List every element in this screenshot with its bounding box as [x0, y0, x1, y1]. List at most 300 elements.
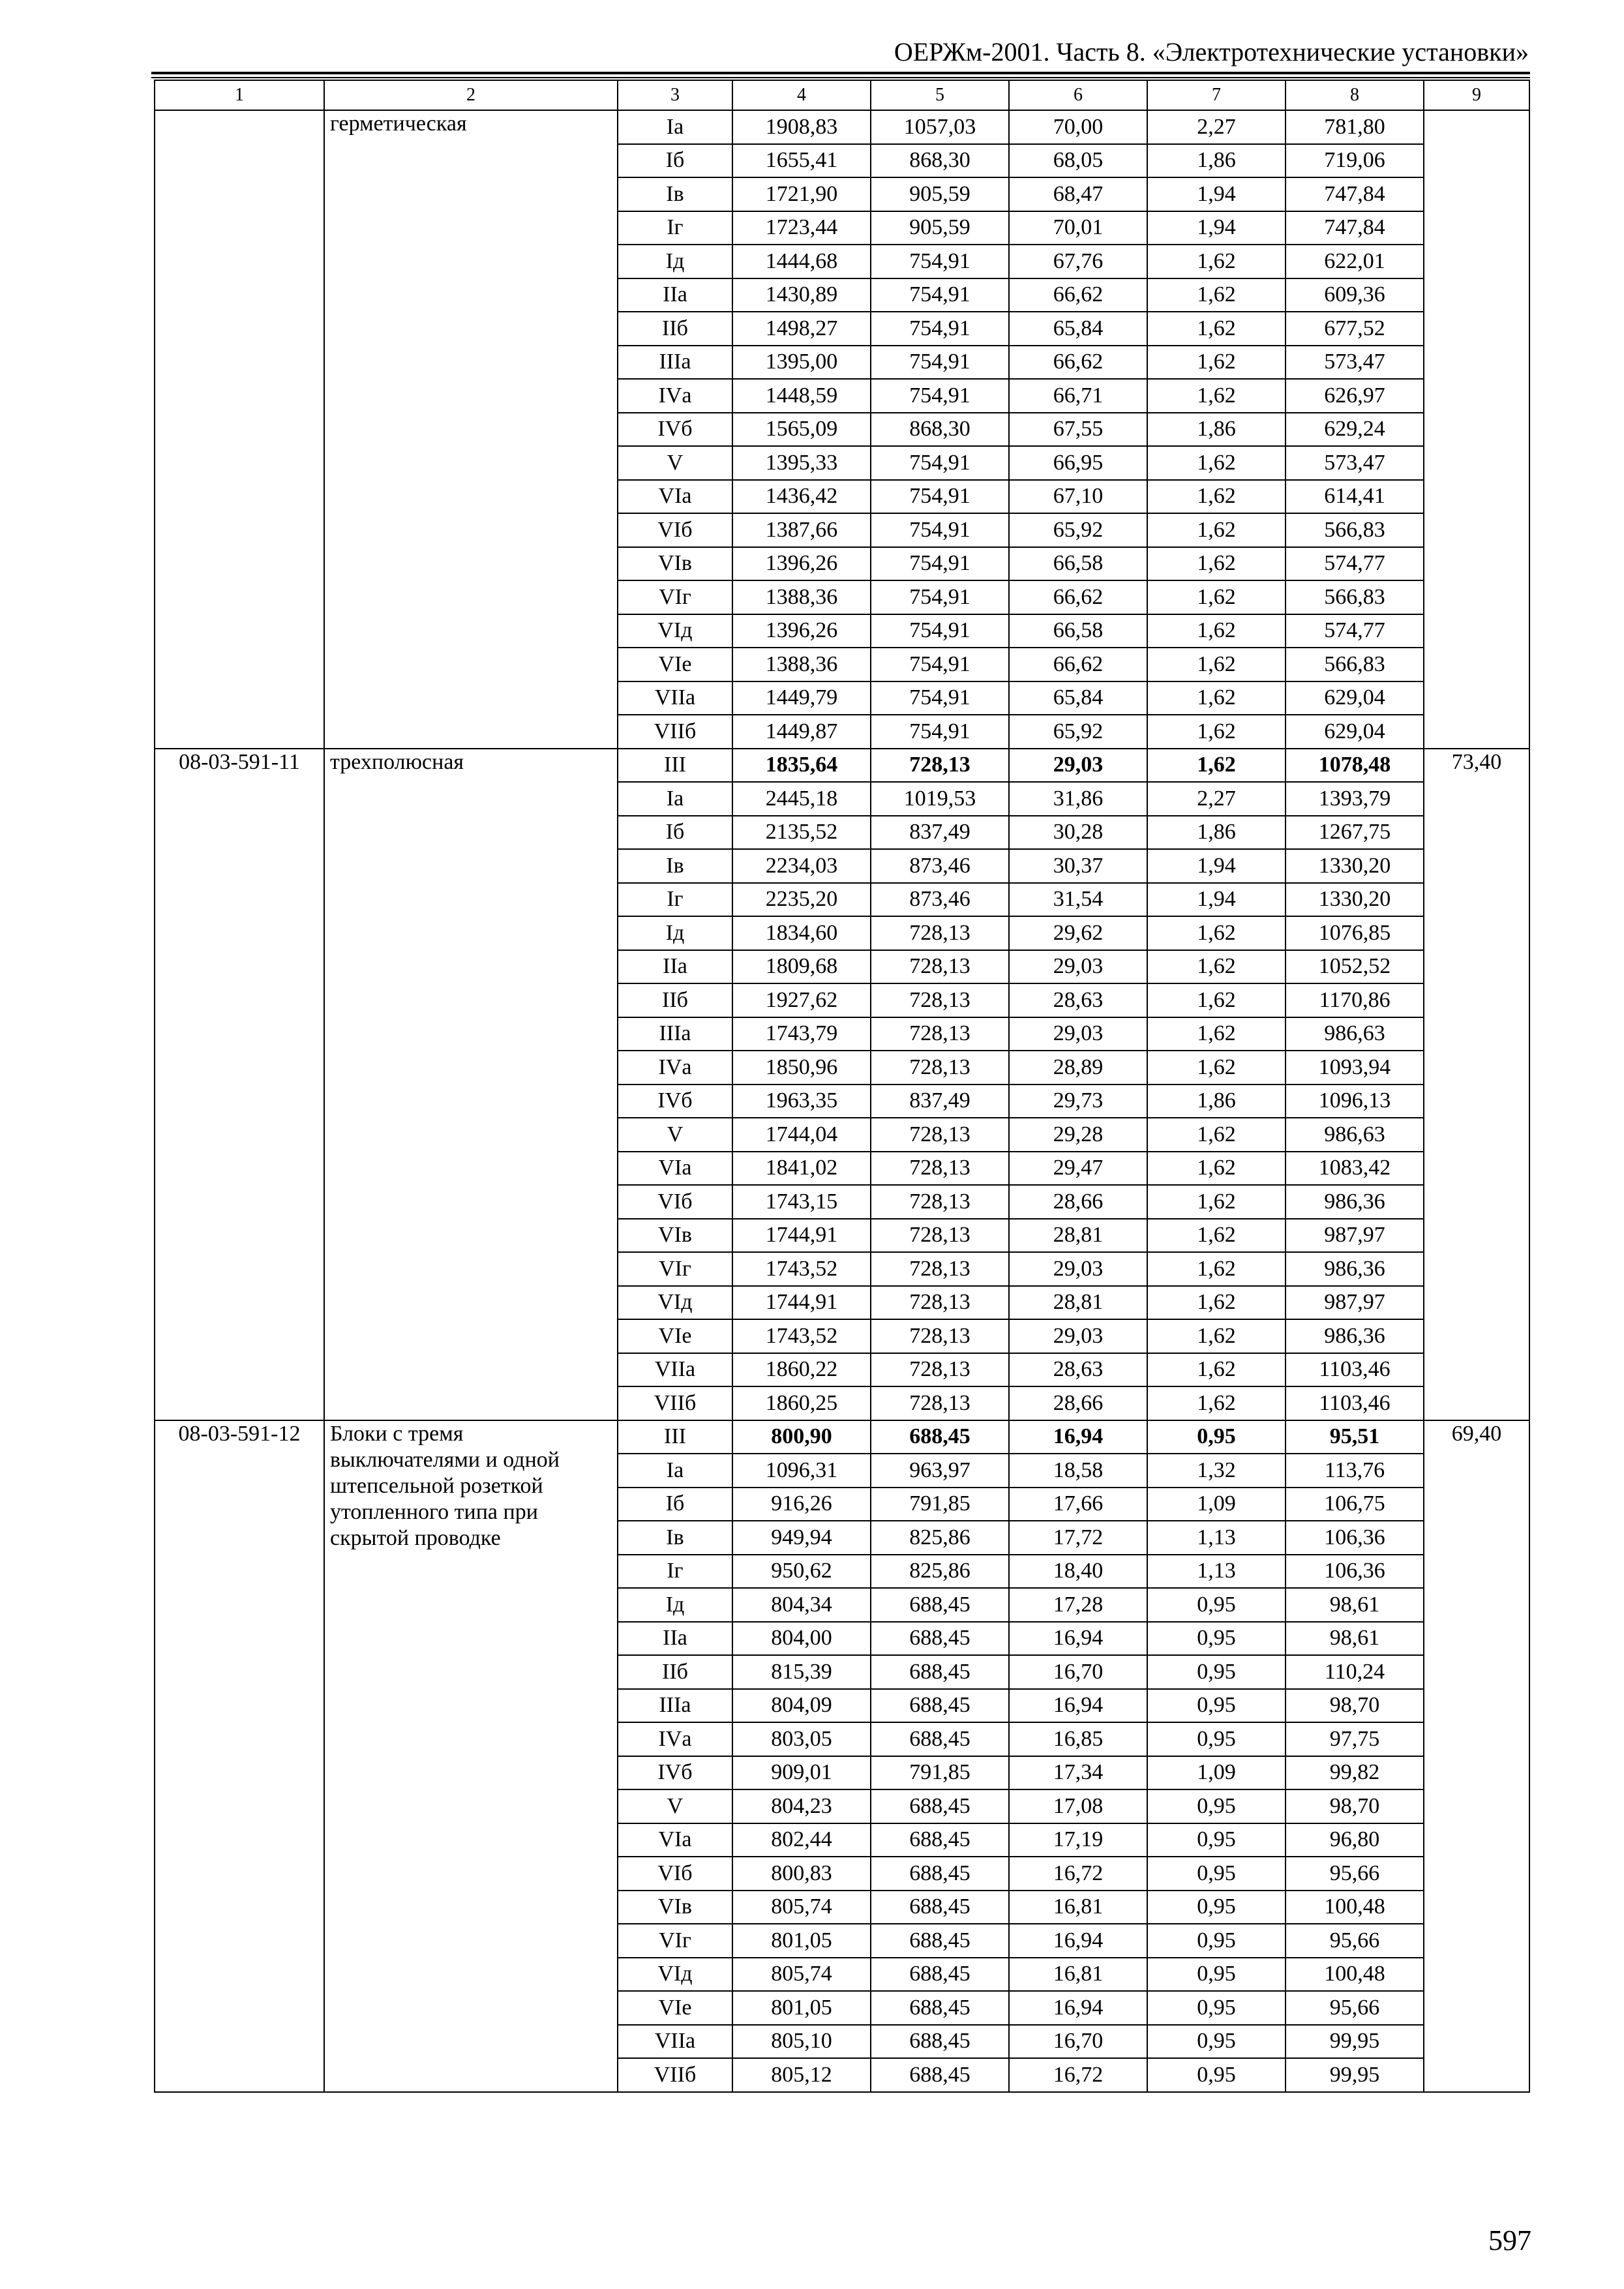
- value-cell: 1103,46: [1286, 1386, 1424, 1420]
- value-cell: 1,94: [1147, 883, 1286, 917]
- value-cell: 1744,91: [732, 1219, 871, 1253]
- value-cell: 1,32: [1147, 1454, 1286, 1488]
- column-header: 1: [155, 80, 324, 110]
- value-cell: 16,94: [1009, 1622, 1147, 1656]
- value-cell: 66,95: [1009, 446, 1147, 480]
- value-cell: 728,13: [871, 1353, 1009, 1387]
- value-cell: 106,36: [1286, 1555, 1424, 1589]
- zone-cell: Iб: [618, 1488, 732, 1521]
- value-cell: 106,75: [1286, 1488, 1424, 1521]
- value-cell: 688,45: [871, 1958, 1009, 1992]
- value-cell: 805,10: [732, 2025, 871, 2059]
- zone-cell: VIб: [618, 513, 732, 547]
- value-cell: 987,97: [1286, 1286, 1424, 1320]
- zone-cell: Iг: [618, 883, 732, 917]
- value-cell: 986,36: [1286, 1319, 1424, 1353]
- value-cell: 574,77: [1286, 547, 1424, 581]
- zone-cell: IVб: [618, 413, 732, 447]
- column-header: 4: [732, 80, 871, 110]
- zone-cell: VIа: [618, 480, 732, 514]
- value-cell: 805,12: [732, 2058, 871, 2092]
- value-cell: 98,61: [1286, 1622, 1424, 1656]
- zone-cell: IIа: [618, 278, 732, 312]
- value-cell: 1,62: [1147, 1286, 1286, 1320]
- value-cell: 98,70: [1286, 1789, 1424, 1823]
- value-cell: 1,62: [1147, 1353, 1286, 1387]
- value-cell: 28,63: [1009, 983, 1147, 1017]
- value-cell: 1,62: [1147, 1219, 1286, 1253]
- value-cell: 1498,27: [732, 312, 871, 346]
- value-cell: 1078,48: [1286, 749, 1424, 783]
- zone-cell: IIа: [618, 950, 732, 984]
- value-cell: 1,62: [1147, 480, 1286, 514]
- zone-cell: Iд: [618, 1588, 732, 1622]
- value-cell: 629,04: [1286, 681, 1424, 715]
- zone-cell: Iа: [618, 1454, 732, 1488]
- value-cell: 805,74: [732, 1958, 871, 1992]
- value-cell: 1744,91: [732, 1286, 871, 1320]
- value-cell: 29,03: [1009, 749, 1147, 783]
- rate-description: герметическая: [324, 110, 618, 749]
- value-cell: 868,30: [871, 413, 1009, 447]
- column-header: 6: [1009, 80, 1147, 110]
- value-cell: 1,62: [1147, 715, 1286, 749]
- value-cell: 65,84: [1009, 312, 1147, 346]
- value-cell: 29,03: [1009, 1252, 1147, 1286]
- value-cell: 754,91: [871, 245, 1009, 278]
- value-cell: 0,95: [1147, 1622, 1286, 1656]
- value-cell: 801,05: [732, 1991, 871, 2025]
- price-cell: 73,40: [1424, 749, 1529, 1420]
- value-cell: 28,89: [1009, 1051, 1147, 1085]
- zone-cell: VIг: [618, 580, 732, 614]
- column-header: 5: [871, 80, 1009, 110]
- value-cell: 573,47: [1286, 346, 1424, 380]
- value-cell: 0,95: [1147, 2025, 1286, 2059]
- price-cell: 69,40: [1424, 1420, 1529, 2092]
- value-cell: 1744,04: [732, 1118, 871, 1152]
- value-cell: 825,86: [871, 1555, 1009, 1589]
- value-cell: 837,49: [871, 1085, 1009, 1118]
- value-cell: 688,45: [871, 1588, 1009, 1622]
- zone-cell: VIв: [618, 1219, 732, 1253]
- zone-cell: IIб: [618, 983, 732, 1017]
- column-header-row: [155, 80, 1529, 110]
- value-cell: 2234,03: [732, 849, 871, 883]
- value-cell: 29,47: [1009, 1152, 1147, 1186]
- value-cell: 28,66: [1009, 1185, 1147, 1219]
- value-cell: 18,58: [1009, 1454, 1147, 1488]
- value-cell: 18,40: [1009, 1555, 1147, 1589]
- value-cell: 16,94: [1009, 1689, 1147, 1723]
- value-cell: 986,36: [1286, 1185, 1424, 1219]
- value-cell: 1,94: [1147, 177, 1286, 211]
- value-cell: 1,62: [1147, 446, 1286, 480]
- zone-cell: Iб: [618, 144, 732, 178]
- value-cell: 728,13: [871, 1386, 1009, 1420]
- value-cell: 626,97: [1286, 379, 1424, 413]
- value-cell: 566,83: [1286, 580, 1424, 614]
- value-cell: 1,86: [1147, 144, 1286, 178]
- value-cell: 688,45: [871, 1689, 1009, 1723]
- value-cell: 754,91: [871, 715, 1009, 749]
- value-cell: 0,95: [1147, 1823, 1286, 1857]
- zone-cell: V: [618, 1789, 732, 1823]
- value-cell: 614,41: [1286, 480, 1424, 514]
- value-cell: 1,09: [1147, 1488, 1286, 1521]
- zone-cell: IVа: [618, 379, 732, 413]
- value-cell: 1,62: [1147, 749, 1286, 783]
- zone-cell: VIв: [618, 547, 732, 581]
- value-cell: 99,95: [1286, 2025, 1424, 2059]
- value-cell: 1,62: [1147, 278, 1286, 312]
- value-cell: 1,62: [1147, 547, 1286, 581]
- value-cell: 754,91: [871, 648, 1009, 681]
- value-cell: 100,48: [1286, 1891, 1424, 1924]
- value-cell: 728,13: [871, 983, 1009, 1017]
- value-cell: 1743,52: [732, 1319, 871, 1353]
- zone-cell: III: [618, 749, 732, 783]
- value-cell: 0,95: [1147, 1689, 1286, 1723]
- value-cell: 1,62: [1147, 1152, 1286, 1186]
- value-cell: 28,81: [1009, 1219, 1147, 1253]
- value-cell: 1103,46: [1286, 1353, 1424, 1387]
- page-header: ОЕРЖм-2001. Часть 8. «Электротехнические установки»: [894, 37, 1529, 67]
- rate-code: [155, 110, 324, 749]
- value-cell: 873,46: [871, 849, 1009, 883]
- zone-cell: VIе: [618, 648, 732, 681]
- zone-cell: Iа: [618, 782, 732, 816]
- column-header: 8: [1286, 80, 1424, 110]
- value-cell: 1,86: [1147, 1085, 1286, 1118]
- value-cell: 1096,13: [1286, 1085, 1424, 1118]
- value-cell: 949,94: [732, 1521, 871, 1555]
- value-cell: 800,83: [732, 1857, 871, 1891]
- value-cell: 688,45: [871, 1420, 1009, 1454]
- zone-cell: III: [618, 1420, 732, 1454]
- value-cell: 728,13: [871, 1252, 1009, 1286]
- value-cell: 106,36: [1286, 1521, 1424, 1555]
- value-cell: 110,24: [1286, 1655, 1424, 1689]
- value-cell: 688,45: [871, 2025, 1009, 2059]
- column-header: 7: [1147, 80, 1286, 110]
- value-cell: 747,84: [1286, 211, 1424, 245]
- value-cell: 754,91: [871, 681, 1009, 715]
- value-cell: 728,13: [871, 916, 1009, 950]
- value-cell: 1,62: [1147, 648, 1286, 681]
- value-cell: 728,13: [871, 1319, 1009, 1353]
- value-cell: 728,13: [871, 749, 1009, 783]
- zone-cell: VIIб: [618, 1386, 732, 1420]
- value-cell: 800,90: [732, 1420, 871, 1454]
- value-cell: 1,13: [1147, 1521, 1286, 1555]
- value-cell: 16,94: [1009, 1991, 1147, 2025]
- value-cell: 802,44: [732, 1823, 871, 1857]
- value-cell: 1,62: [1147, 1319, 1286, 1353]
- value-cell: 728,13: [871, 1219, 1009, 1253]
- zone-cell: VIв: [618, 1891, 732, 1924]
- rates-table: [154, 80, 1530, 2093]
- value-cell: 1388,36: [732, 648, 871, 681]
- value-cell: 16,81: [1009, 1958, 1147, 1992]
- value-cell: 95,66: [1286, 1857, 1424, 1891]
- value-cell: 17,28: [1009, 1588, 1147, 1622]
- value-cell: 804,09: [732, 1689, 871, 1723]
- value-cell: 1,62: [1147, 983, 1286, 1017]
- value-cell: 1723,44: [732, 211, 871, 245]
- value-cell: 963,97: [871, 1454, 1009, 1488]
- zone-cell: IVб: [618, 1085, 732, 1118]
- zone-cell: VIг: [618, 1924, 732, 1958]
- value-cell: 728,13: [871, 1118, 1009, 1152]
- value-cell: 754,91: [871, 346, 1009, 380]
- zone-cell: Iв: [618, 849, 732, 883]
- value-cell: 29,03: [1009, 950, 1147, 984]
- value-cell: 791,85: [871, 1756, 1009, 1790]
- value-cell: 1393,79: [1286, 782, 1424, 816]
- value-cell: 754,91: [871, 312, 1009, 346]
- zone-cell: Iб: [618, 816, 732, 850]
- value-cell: 1448,59: [732, 379, 871, 413]
- value-cell: 1096,31: [732, 1454, 871, 1488]
- value-cell: 17,66: [1009, 1488, 1147, 1521]
- value-cell: 825,86: [871, 1521, 1009, 1555]
- value-cell: 873,46: [871, 883, 1009, 917]
- value-cell: 1,94: [1147, 849, 1286, 883]
- zone-cell: VIIб: [618, 2058, 732, 2092]
- value-cell: 0,95: [1147, 1722, 1286, 1756]
- value-cell: 688,45: [871, 1722, 1009, 1756]
- value-cell: 728,13: [871, 1051, 1009, 1085]
- value-cell: 804,34: [732, 1588, 871, 1622]
- zone-cell: VIг: [618, 1252, 732, 1286]
- value-cell: 801,05: [732, 1924, 871, 1958]
- value-cell: 98,61: [1286, 1588, 1424, 1622]
- zone-cell: VIб: [618, 1857, 732, 1891]
- value-cell: 98,70: [1286, 1689, 1424, 1723]
- value-cell: 1395,33: [732, 446, 871, 480]
- value-cell: 566,83: [1286, 648, 1424, 681]
- value-cell: 16,70: [1009, 1655, 1147, 1689]
- value-cell: 688,45: [871, 1991, 1009, 2025]
- value-cell: 950,62: [732, 1555, 871, 1589]
- value-cell: 1,13: [1147, 1555, 1286, 1589]
- value-cell: 28,66: [1009, 1386, 1147, 1420]
- value-cell: 688,45: [871, 1789, 1009, 1823]
- value-cell: 1860,22: [732, 1353, 871, 1387]
- value-cell: 1908,83: [732, 110, 871, 144]
- value-cell: 1809,68: [732, 950, 871, 984]
- value-cell: 1436,42: [732, 480, 871, 514]
- value-cell: 1330,20: [1286, 883, 1424, 917]
- zone-cell: IIб: [618, 312, 732, 346]
- value-cell: 67,10: [1009, 480, 1147, 514]
- value-cell: 29,03: [1009, 1017, 1147, 1051]
- value-cell: 804,00: [732, 1622, 871, 1656]
- zone-cell: VIд: [618, 1286, 732, 1320]
- value-cell: 17,34: [1009, 1756, 1147, 1790]
- table-row: [155, 1420, 1529, 1454]
- value-cell: 1170,86: [1286, 983, 1424, 1017]
- value-cell: 677,52: [1286, 312, 1424, 346]
- value-cell: 688,45: [871, 1891, 1009, 1924]
- value-cell: 1,62: [1147, 580, 1286, 614]
- zone-cell: IIа: [618, 1622, 732, 1656]
- value-cell: 67,55: [1009, 413, 1147, 447]
- value-cell: 1,62: [1147, 1051, 1286, 1085]
- value-cell: 688,45: [871, 1924, 1009, 1958]
- value-cell: 1,62: [1147, 1386, 1286, 1420]
- value-cell: 609,36: [1286, 278, 1424, 312]
- value-cell: 29,28: [1009, 1118, 1147, 1152]
- zone-cell: Iв: [618, 1521, 732, 1555]
- value-cell: 1330,20: [1286, 849, 1424, 883]
- value-cell: 0,95: [1147, 2058, 1286, 2092]
- value-cell: 0,95: [1147, 1857, 1286, 1891]
- value-cell: 99,95: [1286, 2058, 1424, 2092]
- value-cell: 31,54: [1009, 883, 1147, 917]
- value-cell: 66,62: [1009, 278, 1147, 312]
- value-cell: 1,62: [1147, 1252, 1286, 1286]
- value-cell: 66,71: [1009, 379, 1147, 413]
- value-cell: 754,91: [871, 513, 1009, 547]
- zone-cell: IVа: [618, 1051, 732, 1085]
- value-cell: 574,77: [1286, 614, 1424, 648]
- value-cell: 1,62: [1147, 950, 1286, 984]
- value-cell: 65,92: [1009, 715, 1147, 749]
- value-cell: 754,91: [871, 480, 1009, 514]
- value-cell: 622,01: [1286, 245, 1424, 278]
- value-cell: 1841,02: [732, 1152, 871, 1186]
- value-cell: 2445,18: [732, 782, 871, 816]
- value-cell: 905,59: [871, 211, 1009, 245]
- value-cell: 1395,00: [732, 346, 871, 380]
- value-cell: 1,62: [1147, 245, 1286, 278]
- value-cell: 29,62: [1009, 916, 1147, 950]
- value-cell: 1,62: [1147, 379, 1286, 413]
- value-cell: 1083,42: [1286, 1152, 1424, 1186]
- zone-cell: VIд: [618, 1958, 732, 1992]
- value-cell: 1019,53: [871, 782, 1009, 816]
- zone-cell: IIIа: [618, 346, 732, 380]
- value-cell: 688,45: [871, 1622, 1009, 1656]
- value-cell: 100,48: [1286, 1958, 1424, 1992]
- column-header: 2: [324, 80, 618, 110]
- price-cell: [1424, 110, 1529, 749]
- value-cell: 688,45: [871, 1823, 1009, 1857]
- value-cell: 0,95: [1147, 1789, 1286, 1823]
- zone-cell: V: [618, 1118, 732, 1152]
- value-cell: 1927,62: [732, 983, 871, 1017]
- value-cell: 688,45: [871, 1655, 1009, 1689]
- value-cell: 16,81: [1009, 1891, 1147, 1924]
- zone-cell: VIIа: [618, 2025, 732, 2059]
- value-cell: 728,13: [871, 1286, 1009, 1320]
- value-cell: 754,91: [871, 614, 1009, 648]
- column-header: 3: [618, 80, 732, 110]
- zone-cell: VIIб: [618, 715, 732, 749]
- value-cell: 16,94: [1009, 1420, 1147, 1454]
- zone-cell: Iв: [618, 177, 732, 211]
- zone-cell: IIIа: [618, 1017, 732, 1051]
- zone-cell: VIIа: [618, 681, 732, 715]
- value-cell: 17,72: [1009, 1521, 1147, 1555]
- value-cell: 747,84: [1286, 177, 1424, 211]
- value-cell: 1,62: [1147, 346, 1286, 380]
- value-cell: 566,83: [1286, 513, 1424, 547]
- value-cell: 28,63: [1009, 1353, 1147, 1387]
- value-cell: 688,45: [871, 1857, 1009, 1891]
- zone-cell: Iа: [618, 110, 732, 144]
- value-cell: 17,19: [1009, 1823, 1147, 1857]
- value-cell: 1,62: [1147, 614, 1286, 648]
- value-cell: 16,70: [1009, 2025, 1147, 2059]
- zone-cell: IIIа: [618, 1689, 732, 1723]
- value-cell: 1,86: [1147, 816, 1286, 850]
- value-cell: 1387,66: [732, 513, 871, 547]
- value-cell: 1267,75: [1286, 816, 1424, 850]
- zone-cell: VIа: [618, 1823, 732, 1857]
- value-cell: 31,86: [1009, 782, 1147, 816]
- value-cell: 2235,20: [732, 883, 871, 917]
- zone-cell: Iг: [618, 1555, 732, 1589]
- value-cell: 2,27: [1147, 782, 1286, 816]
- value-cell: 909,01: [732, 1756, 871, 1790]
- value-cell: 96,80: [1286, 1823, 1424, 1857]
- value-cell: 754,91: [871, 446, 1009, 480]
- page-number: 597: [1488, 2224, 1531, 2256]
- value-cell: 1743,52: [732, 1252, 871, 1286]
- value-cell: 1743,79: [732, 1017, 871, 1051]
- value-cell: 16,94: [1009, 1924, 1147, 1958]
- zone-cell: VIе: [618, 1991, 732, 2025]
- value-cell: 1743,15: [732, 1185, 871, 1219]
- value-cell: 65,92: [1009, 513, 1147, 547]
- zone-cell: IVб: [618, 1756, 732, 1790]
- zone-cell: V: [618, 446, 732, 480]
- value-cell: 1835,64: [732, 749, 871, 783]
- value-cell: 1565,09: [732, 413, 871, 447]
- value-cell: 1850,96: [732, 1051, 871, 1085]
- value-cell: 1860,25: [732, 1386, 871, 1420]
- zone-cell: Iд: [618, 245, 732, 278]
- value-cell: 728,13: [871, 1185, 1009, 1219]
- table-row: [155, 110, 1529, 144]
- value-cell: 1396,26: [732, 547, 871, 581]
- table-body: [155, 80, 1529, 2092]
- value-cell: 0,95: [1147, 1655, 1286, 1689]
- value-cell: 804,23: [732, 1789, 871, 1823]
- value-cell: 868,30: [871, 144, 1009, 178]
- value-cell: 1,86: [1147, 413, 1286, 447]
- value-cell: 1,62: [1147, 513, 1286, 547]
- value-cell: 0,95: [1147, 1588, 1286, 1622]
- value-cell: 754,91: [871, 278, 1009, 312]
- value-cell: 754,91: [871, 379, 1009, 413]
- value-cell: 65,84: [1009, 681, 1147, 715]
- value-cell: 66,58: [1009, 547, 1147, 581]
- value-cell: 17,08: [1009, 1789, 1147, 1823]
- value-cell: 95,51: [1286, 1420, 1424, 1454]
- value-cell: 1449,87: [732, 715, 871, 749]
- value-cell: 1396,26: [732, 614, 871, 648]
- header-rule-thin: [151, 77, 1530, 78]
- value-cell: 986,63: [1286, 1118, 1424, 1152]
- value-cell: 16,72: [1009, 2058, 1147, 2092]
- value-cell: 1,62: [1147, 312, 1286, 346]
- value-cell: 67,76: [1009, 245, 1147, 278]
- value-cell: 815,39: [732, 1655, 871, 1689]
